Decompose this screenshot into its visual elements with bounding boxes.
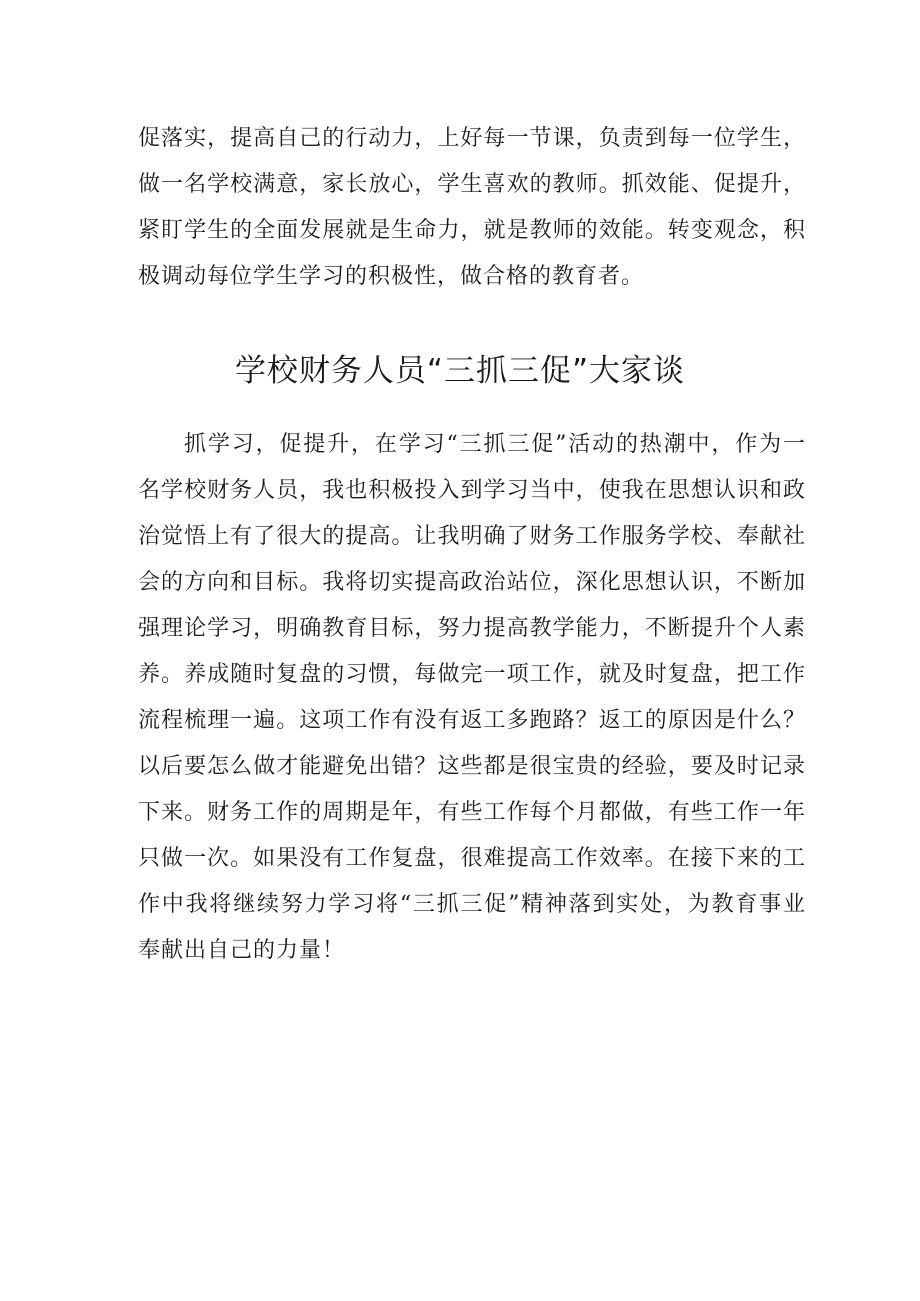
- intro-paragraph: 促落实，提高自己的行动力，上好每一节课，负责到每一位学生，做一名学校满意，家长放心，学生喜欢的教师。抓效能、促提升，紧盯学生的全面发展就是生命力，就是教师的效能。转变观念，积极调动每位学生学习的积极性，做合格的教育者。: [138, 126, 806, 289]
- section-title: 学校财务人员“三抓三促”大家谈: [234, 353, 686, 389]
- body-paragraph: 抓学习，促提升，在学习“三抓三促”活动的热潮中，作为一名学校财务人员，我也积极投入到学习当中，使我在思想认识和政治觉悟上有了很大的提高。让我明确了财务工作服务学校、奉献社会的方向和目标。我将切实提高政治站位，深化思想认识，不断加强理论学习，明确教育目标，努力提高教学能力，不断提升个人素养。养成随时复盘的习惯，每做完一项工作，就及时复盘，把工作流程梳理一遍。这项工作有没有返工多跑路？返工的原因是什么？以后要怎么做才能避免出错？这些都是很宝贵的经验，要及时记录下来。财务工作的周期是年，有些工作每个月都做，有些工作一年只做一次。如果没有工作复盘，很难提高工作效率。在接下来的工作中我将继续努力学习将“三抓三促”精神落到实处，为教育事业奉献出自己的力量！: [138, 432, 806, 963]
